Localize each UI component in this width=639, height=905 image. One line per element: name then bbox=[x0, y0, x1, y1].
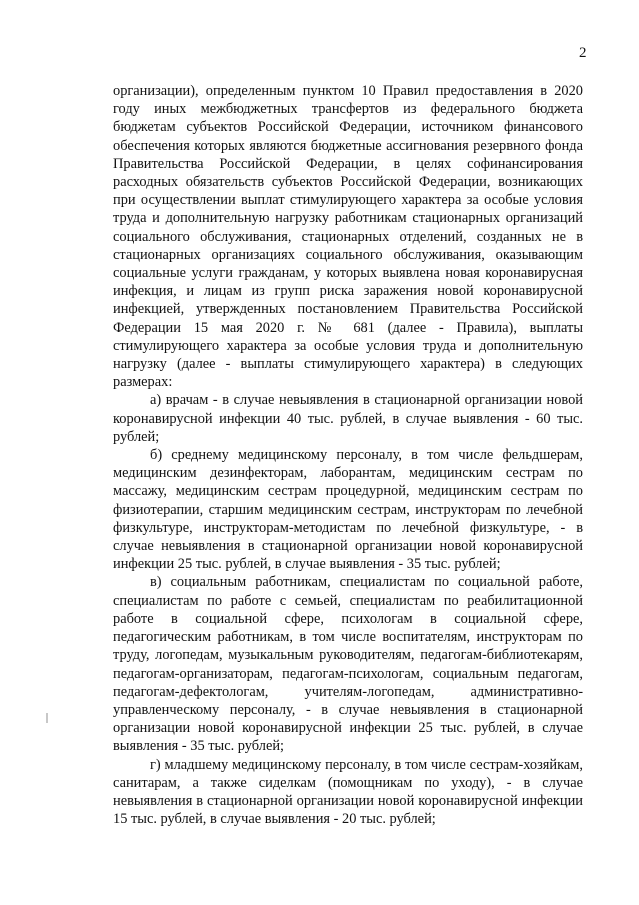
margin-scan-mark bbox=[46, 713, 48, 723]
document-body bbox=[113, 82, 583, 828]
paragraph-item-a: а) врачам - в случае невыявления в стационарной организации новой коронавирусной инфекции 40 тыс. рублей, в случае выявления - 60 тыс. рублей; bbox=[113, 392, 583, 445]
page-number: 2 bbox=[579, 45, 587, 61]
paragraph-item-b: б) среднему медицинскому персоналу, в том числе фельдшерам, медицинским дезинфекторам, лаборантам, медицинским сестрам по массажу, медицинским сестрам процедурной, медицинским сестрам по физиотерапии, старшим медицинским сестрам, инструкторам по лечебной физкультуре, инструкторам-методистам по лечебной физкультуре, - в случае невыявления в стационарной организации новой коронавирусной инфекции 25 тыс. рублей, в случае выявления - 35 тыс. рублей; bbox=[113, 447, 583, 573]
paragraph-item-g: г) младшему медицинскому персоналу, в том числе сестрам-хозяйкам, санитарам, а также сиделкам (помощникам по уходу), - в случае невыявления в стационарной организации новой коронавирусной инфекции 15 тыс. рублей, в случае выявления - 20 тыс. рублей; bbox=[113, 756, 583, 828]
paragraph-item-v: в) социальным работникам, специалистам по социальной работе, специалистам по работе с семьей, специалистам по реабилитационной работе в социальной сфере, психологам в социальной сфере, педагогическим работникам, в том числе воспитателям, инструкторам по труду, логопедам, музыкальным руководителям, педагогам-библиотекарям, педагогам-организаторам, педагогам-психологам, социальным педагогам, педагогам-дефектологам, учителям-логопедам, административно-управленческому персоналу, - в случае невыявления в стационарной организации новой коронавирусной инфекции 25 тыс. рублей, в случае выявления - 35 тыс. рублей; bbox=[113, 574, 583, 755]
paragraph-intro: организации), определенным пунктом 10 Правил предоставления в 2020 году иных межбюджетных трансфертов из федерального бюджета бюджетам субъектов Российской Федерации, источником финансового обеспечения которых являются бюджетные ассигнования резервного фонда Правительства Российской Федерации, в целях софинансирования расходных обязательств субъектов Российской Федерации, возникающих при осуществлении выплат стимулирующего характера за особые условия труда и дополнительную нагрузку работникам стационарных организаций социального обслуживания, стационарных отделений, созданных не в стационарных организациях социального обслуживания, оказывающим социальные услуги гражданам, у которых выявлена новая коронавирусная инфекция, и лицам из групп риска заражения новой коронавирусной инфекцией, утвержденных постановлением Правительства Российской Федерации 15 мая 2020 г. № 681 (далее - Правила), выплаты стимулирующего характера за особые условия труда и дополнительную нагрузку (далее - выплаты стимулирующего характера) в следующих размерах: bbox=[113, 83, 583, 391]
